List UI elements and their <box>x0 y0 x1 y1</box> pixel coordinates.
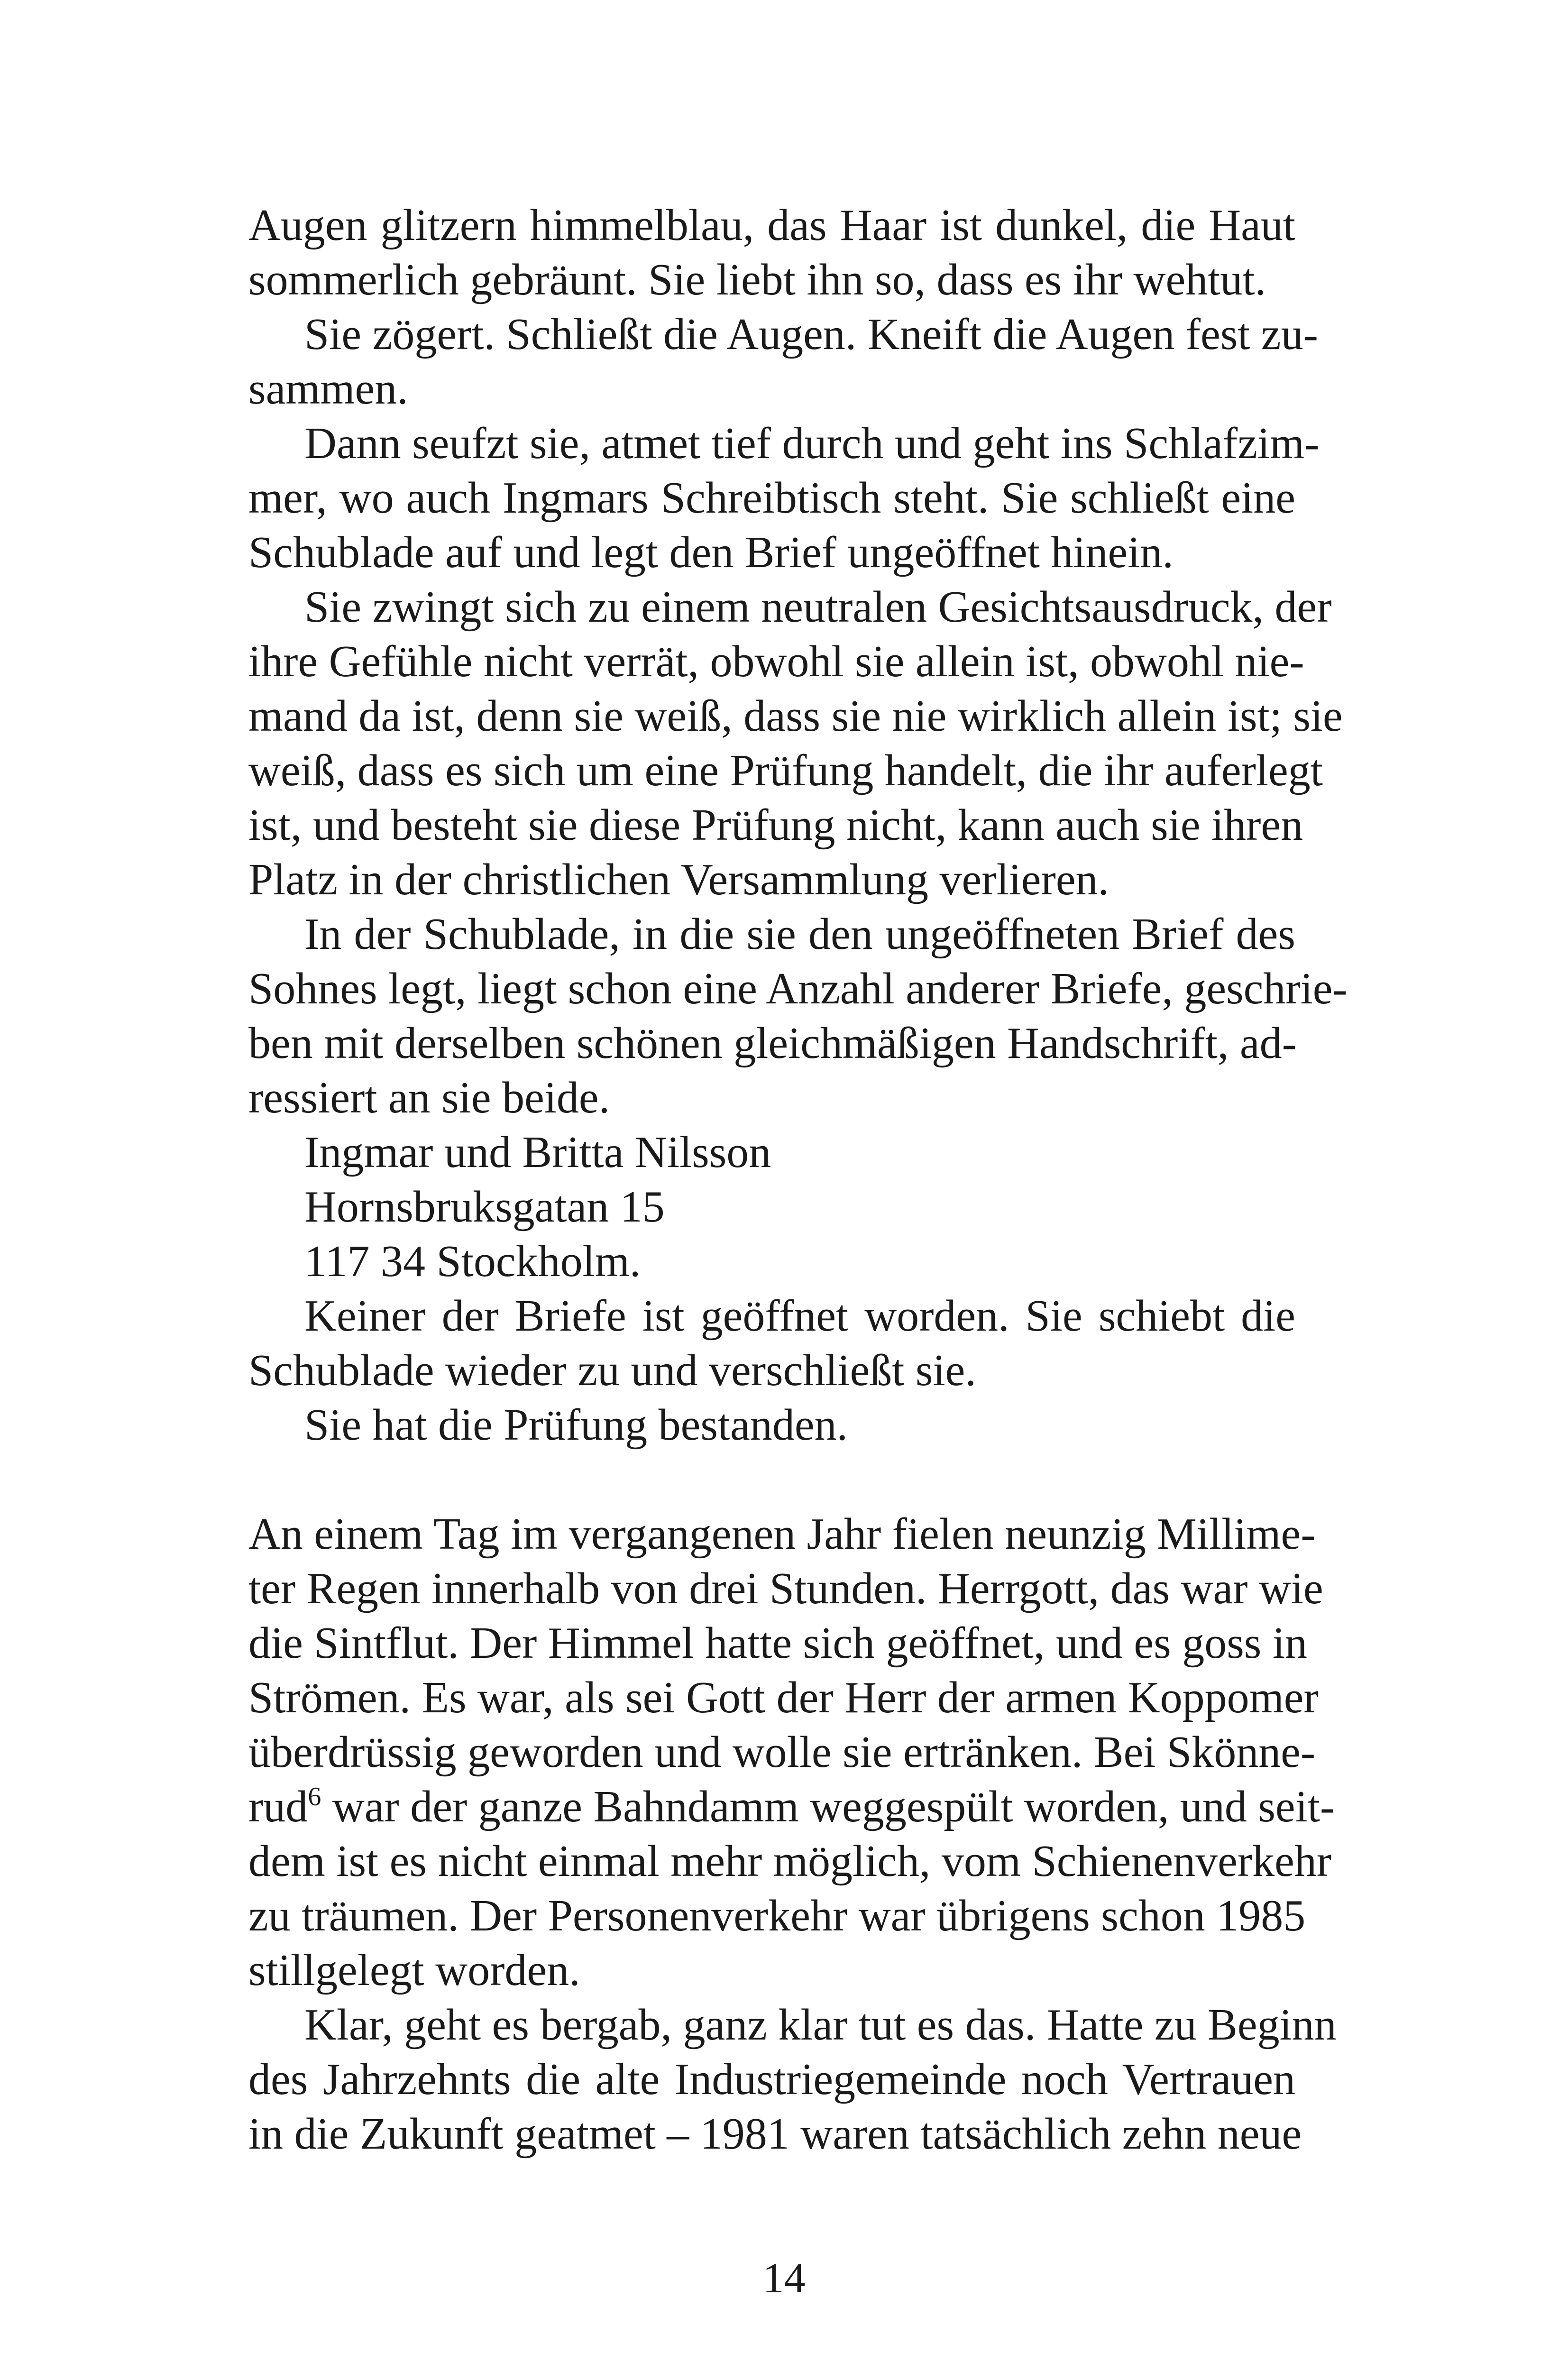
text-line: Keiner der Briefe ist geöffnet worden. Sie schiebt die <box>304 1291 1295 1341</box>
body-text-block-2 <box>248 1507 1337 2161</box>
paragraph-decline <box>248 1998 1337 2161</box>
text-line: Strömen. Es war, als sei Gott der Herr der armen Koppomer <box>248 1673 1319 1722</box>
paragraph <box>248 416 1320 580</box>
paragraph <box>248 907 1348 1125</box>
text-line: zu träumen. Der Personenverkehr war übrigens schon 1985 <box>248 1891 1306 1940</box>
paragraph <box>248 307 1318 416</box>
text-line: dem ist es nicht einmal mehr möglich, vom Schienenverkehr <box>248 1837 1332 1886</box>
text-line: An einem Tag im vergangenen Jahr fielen neunzig Millime- <box>248 1509 1316 1559</box>
text-line: Augen glitzern himmelblau, das Haar ist dunkel, die Haut <box>248 201 1295 250</box>
paragraph <box>248 1234 1295 1289</box>
paragraph <box>248 1289 1295 1398</box>
footnote-marker: 6 <box>308 1782 321 1811</box>
text-line: ben mit derselben schönen gleichmäßigen Handschrift, ad- <box>248 1019 1297 1068</box>
text-line: Sohnes legt, liegt schon eine Anzahl anderer Briefe, geschrie- <box>248 964 1348 1013</box>
paragraph <box>248 580 1343 907</box>
text-line: Ingmar und Britta Nilsson <box>304 1128 771 1177</box>
word-skoennerud-end: rud <box>248 1782 308 1831</box>
text-line: Hornsbruksgatan 15 <box>304 1182 665 1231</box>
text-line: die Sintflut. Der Himmel hatte sich geöffnet, und es goss in <box>248 1618 1308 1668</box>
text-line: Dann seufzt sie, atmet tief durch und geht ins Schlafzim- <box>304 419 1320 468</box>
text-line: des Jahrzehnts die alte Industriegemeinde noch Vertrauen <box>248 2055 1295 2104</box>
text-line: Sie zwingt sich zu einem neutralen Gesichtsausdruck, der <box>304 582 1332 632</box>
body-text-block-1 <box>248 198 1348 1452</box>
text-line: In der Schublade, in die sie den ungeöffneten Brief des <box>304 910 1295 959</box>
text-line: 117 34 Stockholm. <box>304 1237 641 1286</box>
text-line: Platz in der christlichen Versammlung verlieren. <box>248 855 1110 904</box>
text-line: ressiert an sie beide. <box>248 1073 610 1122</box>
line-remainder: war der ganze Bahndamm weggespült worden, und seit- <box>321 1782 1335 1831</box>
paragraph <box>248 198 1295 307</box>
text-line: sommerlich gebräunt. Sie liebt ihn so, dass es ihr wehtut. <box>248 255 1266 304</box>
page-number: 14 <box>762 2255 806 2302</box>
text-line: Sie zögert. Schließt die Augen. Kneift die Augen fest zu- <box>304 310 1318 359</box>
text-line: weiß, dass es sich um eine Prüfung handelt, die ihr auferlegt <box>248 746 1323 795</box>
text-line: mer, wo auch Ingmars Schreibtisch steht. Sie schließt eine <box>248 473 1295 523</box>
text-line: in die Zukunft geatmet – 1981 waren tatsächlich zehn neue <box>248 2109 1302 2159</box>
paragraph <box>248 1180 1295 1234</box>
text-line: ihre Gefühle nicht verrät, obwohl sie allein ist, obwohl nie- <box>248 637 1304 686</box>
paragraph <box>248 1398 1295 1452</box>
text-line: mand da ist, denn sie weiß, dass sie nie wirklich allein ist; sie <box>248 691 1343 741</box>
text-line: Schublade auf und legt den Brief ungeöffnet hinein. <box>248 528 1174 577</box>
text-line: ist, und besteht sie diese Prüfung nicht, kann auch sie ihren <box>248 800 1303 850</box>
text-line-with-footnote <box>248 1780 1335 1834</box>
text-line: überdrüssig geworden und wolle sie ertränken. Bei Skönne- <box>248 1728 1316 1777</box>
text-line: stillgelegt worden. <box>248 1946 580 1995</box>
text-line: Schublade wieder zu und verschließt sie. <box>248 1346 976 1395</box>
paragraph-rain <box>248 1507 1335 1998</box>
text-line: sammen. <box>248 364 408 414</box>
text-line: Klar, geht es bergab, ganz klar tut es das. Hatte zu Beginn <box>304 2000 1337 2049</box>
paragraph <box>248 1125 1295 1180</box>
text-line: Sie hat die Prüfung bestanden. <box>304 1400 848 1450</box>
text-line: ter Regen innerhalb von drei Stunden. Herrgott, das war wie <box>248 1564 1323 1613</box>
